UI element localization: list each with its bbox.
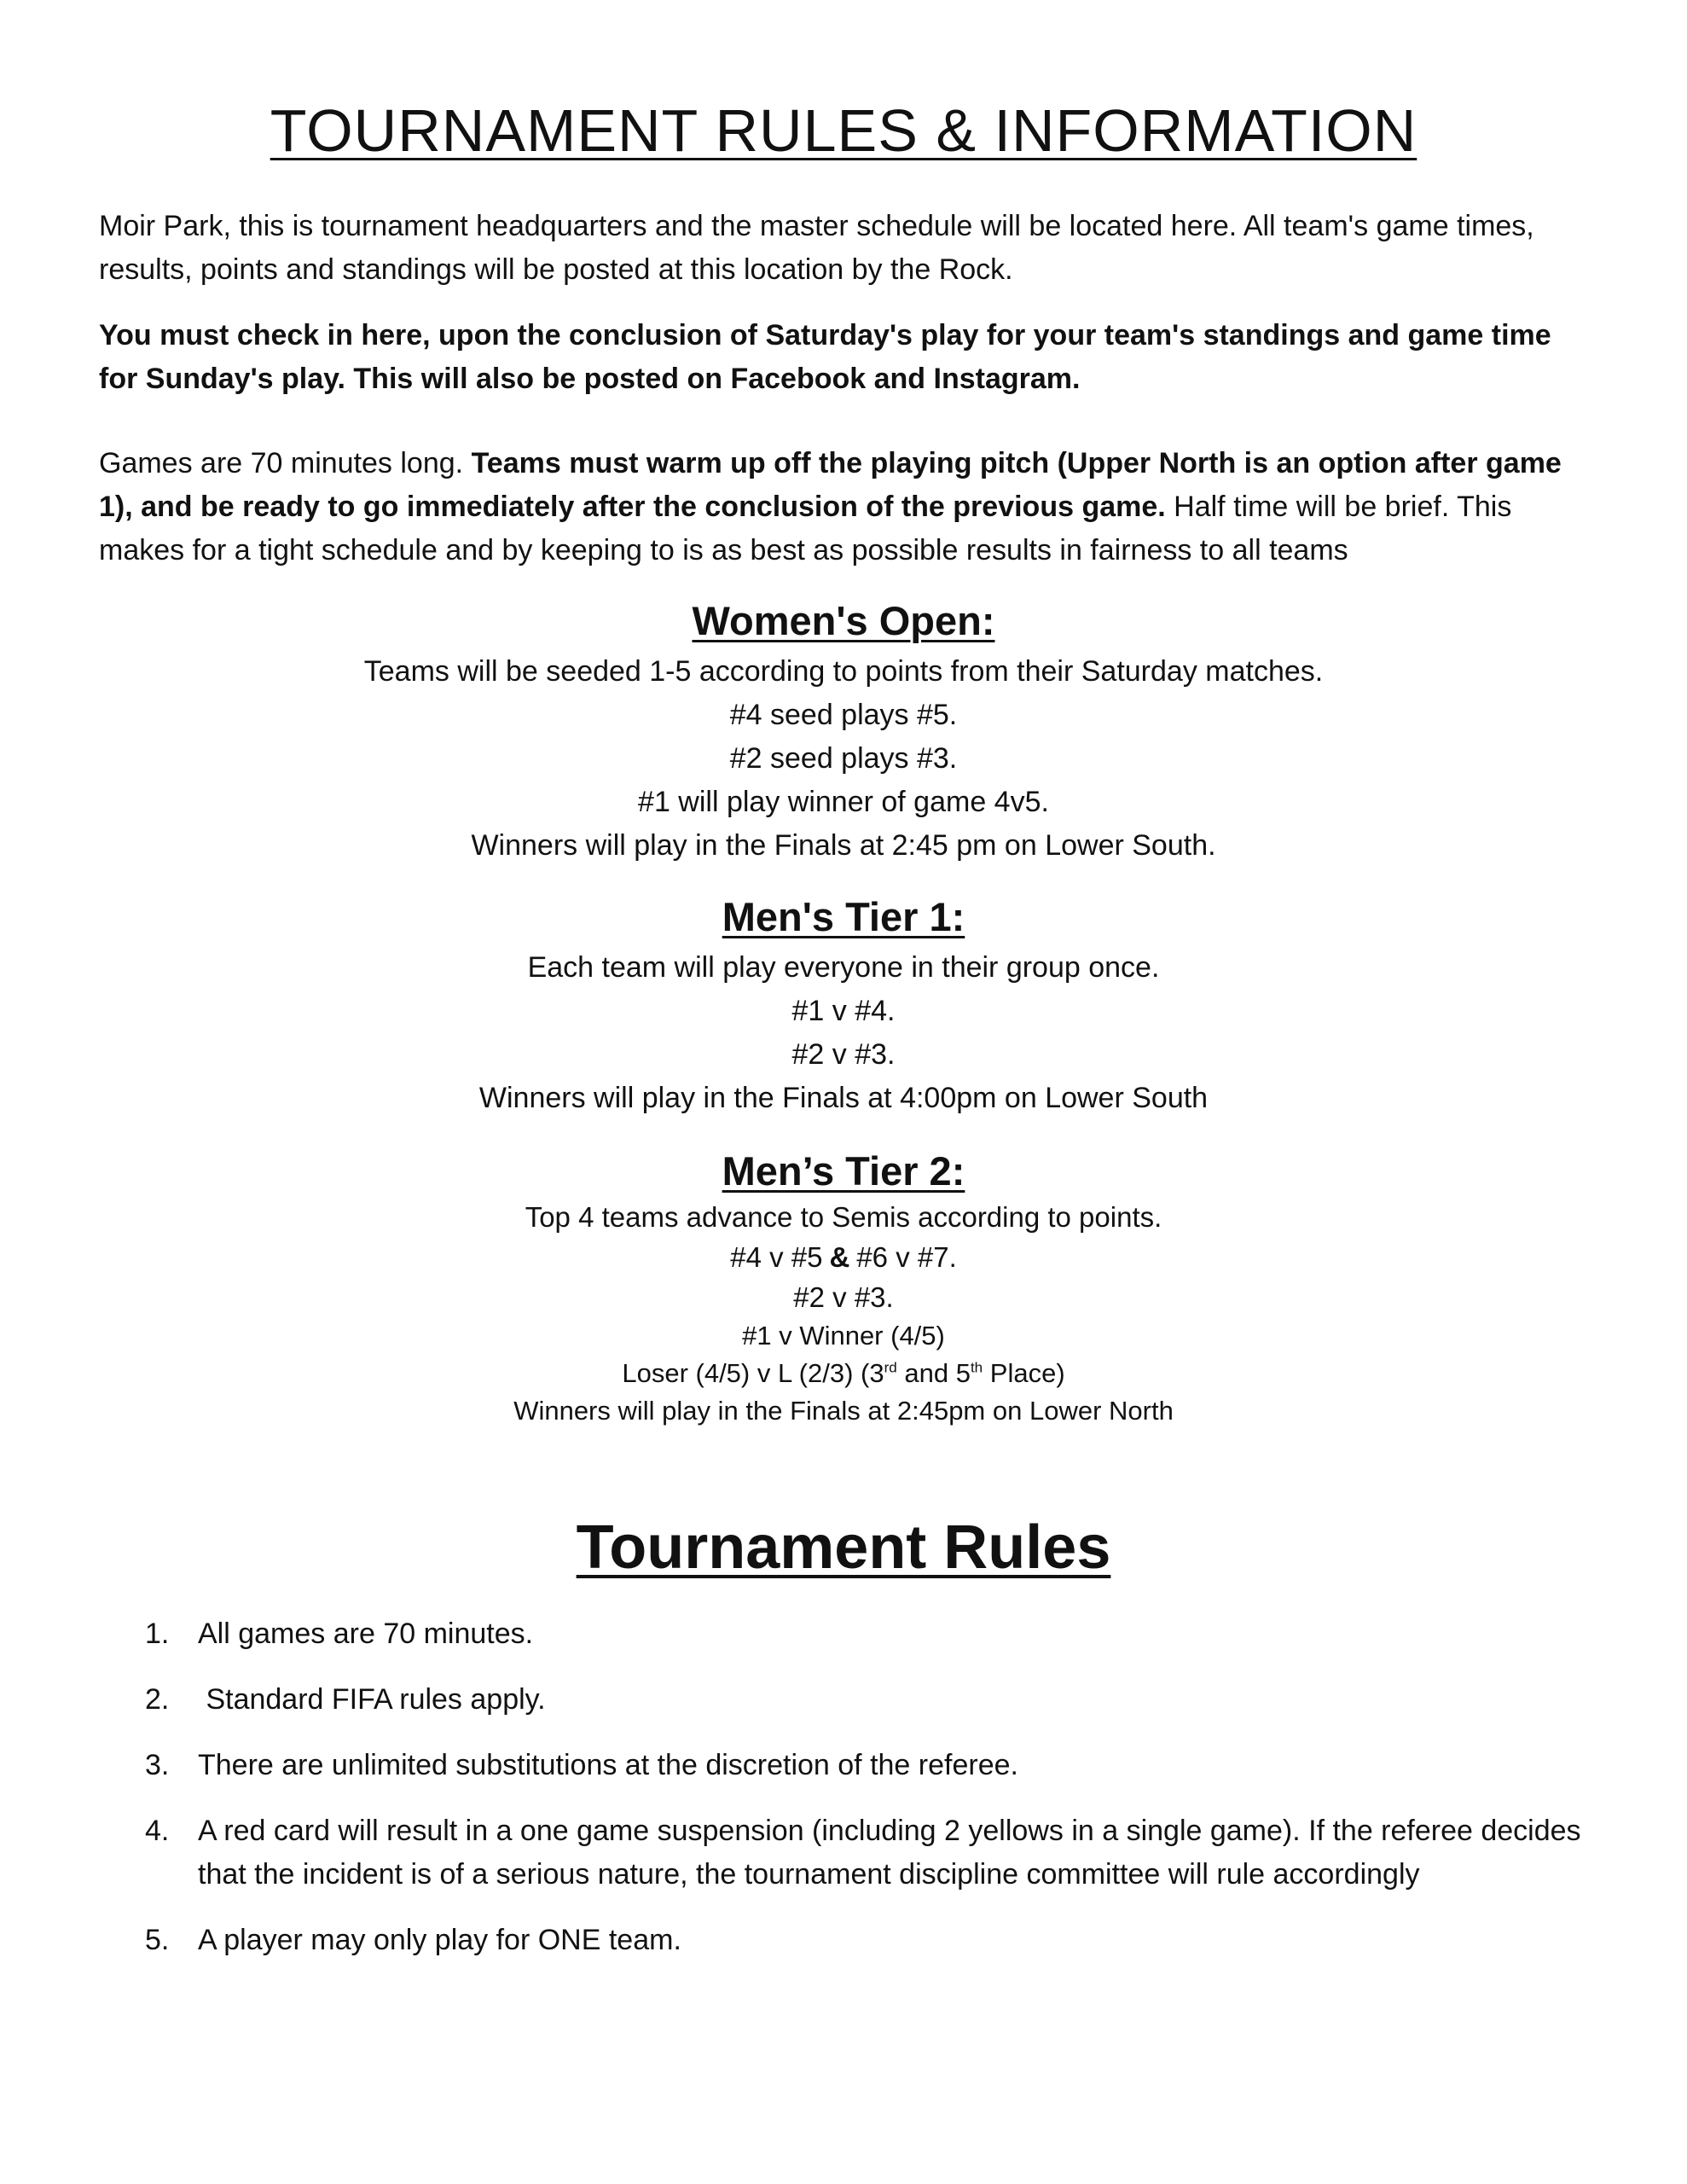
mens-tier2-line: #2 v #3. <box>793 1281 894 1314</box>
mens-tier2-line: Top 4 teams advance to Semis according to points. <box>525 1201 1162 1234</box>
placement-sup-rd: rd <box>884 1360 897 1377</box>
rule-item <box>145 1919 1595 1962</box>
womens-open-line: #1 will play winner of game 4v5. <box>638 786 1049 819</box>
intro-paragraph-location: Moir Park, this is tournament headquarters and the master schedule will be located here. All team's game times, results, points and standings will be posted at this location by the Rock. <box>99 210 1534 286</box>
rule-text: There are unlimited substitutions at the discretion of the referee. <box>198 1749 1018 1781</box>
placement-text-c: Place) <box>983 1358 1065 1389</box>
rule-item <box>145 1678 1595 1722</box>
womens-open-line: #4 seed plays #5. <box>729 699 958 732</box>
rule-number: 5. <box>145 1924 170 1956</box>
mens-tier1-section <box>0 893 1687 1120</box>
rule-number: 4. <box>145 1815 170 1847</box>
game-length-text: Games are 70 minutes long. <box>99 447 472 479</box>
rules-list <box>145 1612 1595 1984</box>
womens-open-section <box>0 597 1687 868</box>
rule-number: 1. <box>145 1618 170 1650</box>
intro-paragraph-game-length <box>99 442 1583 572</box>
intro-paragraph-check-in: You must check in here, upon the conclusion of Saturday's play for your team's standings and game time for Sunday's play. This will also be posted on Facebook and Instagram. <box>99 319 1551 395</box>
mens-tier1-line: #2 v #3. <box>791 1038 896 1072</box>
rule-number: 3. <box>145 1749 170 1781</box>
womens-open-heading: Women's Open: <box>692 598 995 643</box>
rule-text: All games are 70 minutes. <box>198 1618 534 1650</box>
mens-tier1-line: Winners will play in the Finals at 4:00pm on Lower South <box>478 1082 1209 1115</box>
mens-tier1-line: Each team will play everyone in their group once. <box>527 951 1160 985</box>
rule-number: 2. <box>145 1683 170 1716</box>
mens-tier2-placement-line <box>0 1355 1687 1392</box>
placement-sup-th: th <box>970 1360 983 1377</box>
womens-open-line: Winners will play in the Finals at 2:45 pm on Lower South. <box>471 829 1216 863</box>
semi-a-text: #4 v #5 <box>730 1241 823 1274</box>
rules-heading: Tournament Rules <box>576 1513 1111 1582</box>
placement-text-b: and 5 <box>896 1358 971 1389</box>
rule-text: A red card will result in a one game suspension (including 2 yellows in a single game). If the referee decides that the incident is of a serious nature, the tournament discipline committee will rule accordingly <box>198 1815 1581 1891</box>
warm-up-rule-text: Teams must warm up off the playing pitch (Upper North is an option after game 1), and be ready to go immediately after the conclusion of the previous game. <box>99 447 1562 523</box>
mens-tier2-line: Winners will play in the Finals at 2:45pm on Lower North <box>513 1396 1174 1426</box>
rule-text: Standard FIFA rules apply. <box>198 1683 546 1716</box>
rule-item <box>145 1744 1595 1787</box>
mens-tier1-heading: Men's Tier 1: <box>722 894 965 939</box>
ampersand: & <box>829 1241 850 1274</box>
mens-tier2-heading: Men’s Tier 2: <box>722 1148 965 1194</box>
womens-open-line: Teams will be seeded 1-5 according to points from their Saturday matches. <box>363 655 1324 688</box>
rule-text: A player may only play for ONE team. <box>198 1924 681 1956</box>
mens-tier1-line: #1 v #4. <box>791 995 896 1028</box>
half-time-text: Half time will be brief. This makes for a tight schedule and by keeping to is as best as possible results in fairness to all teams <box>99 491 1512 566</box>
page-title: TOURNAMENT RULES & INFORMATION <box>270 97 1417 164</box>
rule-item <box>145 1612 1595 1656</box>
placement-text-a: Loser (4/5) v L (2/3) (3 <box>622 1358 884 1389</box>
semi-b-text: #6 v #7. <box>856 1241 957 1274</box>
womens-open-line: #2 seed plays #3. <box>729 742 958 775</box>
mens-tier2-semis-line <box>0 1237 1687 1277</box>
rule-item <box>145 1809 1595 1896</box>
mens-tier2-section <box>0 1147 1687 1430</box>
mens-tier2-line: #1 v Winner (4/5) <box>742 1321 945 1351</box>
